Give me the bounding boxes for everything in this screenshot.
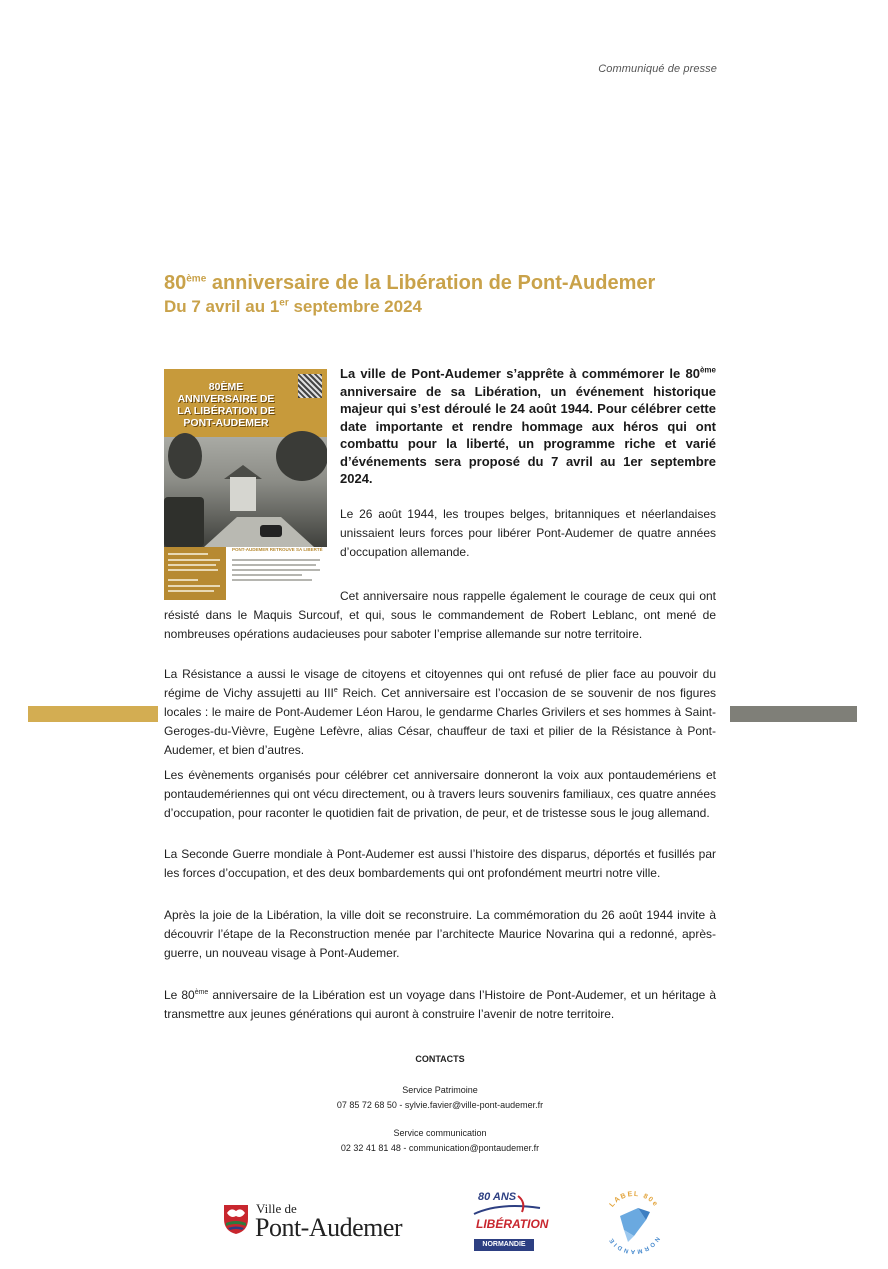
contacts-heading: CONTACTS bbox=[415, 1054, 465, 1064]
paragraph-reconstruction: Après la joie de la Libération, la ville doit se reconstruire. La commémoration du 26 août 1944 invite à découvrir l’étape de la Reconstruction menée par l’architecte Maurice Novarina qui a redonné, après-guerre, un nouveau visage à Pont-Audemer. bbox=[164, 908, 716, 960]
title-line-1: 80ème anniversaire de la Libération de Pont-Audemer bbox=[164, 272, 656, 294]
paragraph-troops: Le 26 août 1944, les troupes belges, britanniques et néerlandaises unissaient leurs forces pour libérer Pont-Audemer de quatre années d’occupation allemande. bbox=[340, 507, 716, 559]
poster-title: 80ÈME ANNIVERSAIRE DE LA LIBÉRATION DE PONT-AUDEMER bbox=[177, 381, 275, 429]
svg-text:NORMANDIE: NORMANDIE bbox=[607, 1235, 661, 1255]
paragraph-conclusion: Le 80ème anniversaire de la Libération est un voyage dans l’Histoire de Pont-Audemer, et un héritage à transmettre aux jeunes générations qui auront à construire l’avenir de notre territoire. bbox=[164, 988, 716, 1021]
lead-paragraph: La ville de Pont-Audemer s’apprête à commémorer le 80ème anniversaire de sa Libération, un événement historique majeur qui s’est déroulé le 24 août 1944. Pour célébrer cette date importante et rendre hommage aux héros qui ont combattu pour la liberté, un programme riche et varié d’événements sera proposé du 7 avril au 1er septembre 2024. bbox=[340, 365, 716, 486]
paragraph-resistance: La Résistance a aussi le visage de citoyens et citoyennes qui ont refusé de plier face au pouvoir du régime de Vichy assujetti au IIIe Reich. Cet anniversaire est l’occasion de se souvenir de nos figures locales : le maire de Pont-Audemer Léon Harou, le gendarme Charles Grivilers et ses hommes à Saint-Geroges-du-Vièvre, Eugène Lefèvre, alias César, chauffeur de taxi et pilier de la Résistance à Pont-Audemer, et bien d’autres. bbox=[164, 667, 716, 757]
event-poster-image bbox=[164, 369, 327, 600]
qr-code-icon bbox=[298, 374, 322, 398]
svg-text:LABEL 80e: LABEL 80e bbox=[608, 1190, 660, 1209]
normandie-text: NORMANDIE bbox=[474, 1239, 534, 1251]
80-ans-liberation-logo bbox=[470, 1188, 549, 1254]
contact-service-patrimoine: Service Patrimoine bbox=[402, 1084, 478, 1095]
ville-pont-audemer-logo bbox=[222, 1199, 417, 1245]
contact-line-communication[interactable]: 02 32 41 81 48 - communication@pontaudemer.fr bbox=[340, 1143, 540, 1153]
contacts-block bbox=[164, 1052, 716, 1157]
road-shape bbox=[204, 517, 314, 547]
gold-margin-bar bbox=[28, 706, 158, 722]
car-shape bbox=[260, 525, 282, 537]
contact-line-patrimoine[interactable]: 07 85 72 68 50 - sylvie.favier@ville-pont-audemer.fr bbox=[336, 1100, 544, 1110]
poster-photo bbox=[164, 437, 327, 547]
paragraph-war: La Seconde Guerre mondiale à Pont-Audemer est aussi l’histoire des disparus, déportés et fusillés par les forces d’occupation, et des deux bombardements qui ont profondément meurtri notre ville. bbox=[164, 847, 716, 880]
contact-service-communication: Service communication bbox=[393, 1127, 487, 1138]
title-line-2: Du 7 avril au 1er septembre 2024 bbox=[164, 297, 422, 316]
tree-shape bbox=[168, 433, 202, 479]
paragraph-maquis: Cet anniversaire nous rappelle également le courage de ceux qui ont résisté dans le Maquis Surcouf, et qui, sous le commandement de Robert Leblanc, ont mené de nombreuses opérations audacieuses pour saboter l’emprise allemande sur notre territoire. bbox=[164, 589, 716, 641]
ville-name-text: Pont-Audemer bbox=[255, 1213, 403, 1242]
tree-shape bbox=[276, 431, 327, 481]
80-ans-text: 80 ANS bbox=[478, 1191, 517, 1203]
label-80-emblem-icon bbox=[598, 1186, 670, 1258]
poster-subtitle: PONT-AUDEMER RETROUVE SA LIBERTÉ bbox=[232, 547, 323, 552]
liberation-text: LIBÉRATION bbox=[476, 1217, 549, 1231]
crowd-shape bbox=[164, 497, 204, 547]
label-80-normandie-logo bbox=[598, 1186, 670, 1258]
house-shape bbox=[230, 477, 256, 511]
ville-de-text: Ville de bbox=[256, 1201, 297, 1216]
paragraph-events: Les évènements organisés pour célébrer cet anniversaire donneront la voix aux pontaudemériens et pontaudemériennes qui ont vécu directement, ou à travers leurs souvenirs familiaux, ces quatre années d’occupation, pour raconter le quotidien fait de privation, de peur, et de tristesse sous le joug allemand. bbox=[164, 768, 716, 820]
document-type-label: Communiqué de presse bbox=[598, 63, 717, 75]
grey-margin-bar bbox=[730, 706, 857, 722]
crest-icon bbox=[222, 1203, 250, 1235]
document-title bbox=[164, 270, 744, 318]
